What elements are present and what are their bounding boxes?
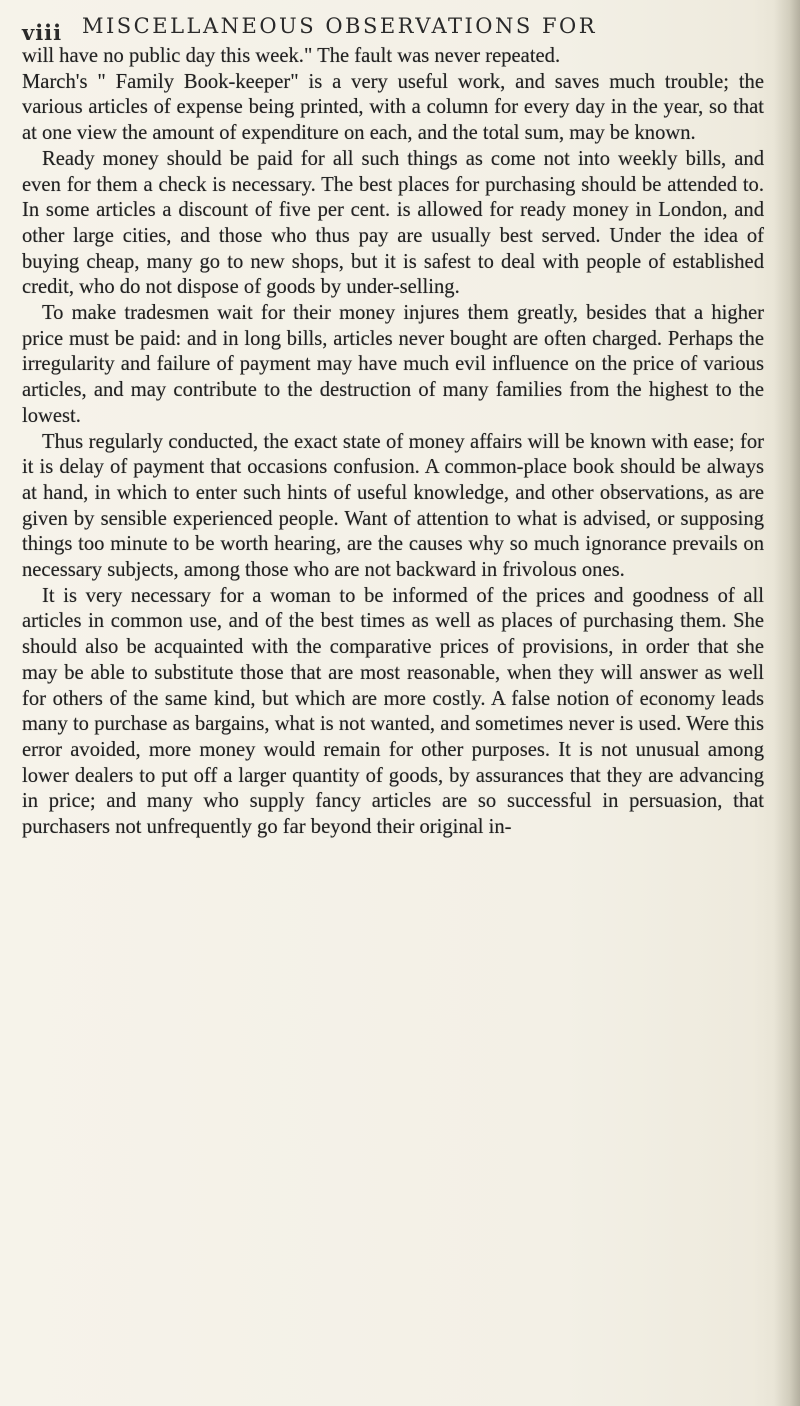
paragraph-prices: It is very necessary for a woman to be informed of the prices and goodness of all articles in common use, and of the best times as well as places of purchasing them. She should also be acquainted with the comparative prices of provisions, in order that she may be able to substitute those that are most reasonable, when they will answer as well for others of the same kind, but which are more costly. A false notion of economy leads many to purchase as bargains, what is not wanted, and sometimes never is used. Were this error avoided, more money would remain for other purposes. It is not unusual among lower dealers to put off a larger quantity of goods, by assurances that they are advancing in price; and many who supply fancy articles are so successful in persuasion, that purchasers not unfrequently go far beyond their original in- <box>22 584 764 839</box>
running-head: MISCELLANEOUS OBSERVATIONS FOR <box>82 14 598 38</box>
page-edge-shadow <box>774 0 800 1406</box>
paragraph-money-affairs: Thus regularly conducted, the exact state of money affairs will be known with ease; for it is delay of payment that occasions confusion. A common-place book should be always at hand, in which to enter such hints of useful knowledge, and other observations, as are given by sensible experienced people. Want of attention to what is advised, or supposing things too minute to be worth hearing, are the causes why so much ignorance prevails on necessary subjects, among those who are not backward in frivolous ones. <box>22 430 764 582</box>
body-text <box>22 44 764 841</box>
page-header <box>22 6 762 45</box>
page-number: viii <box>22 20 63 45</box>
paragraph-tradesmen: To make tradesmen wait for their money injures them greatly, besides that a higher price must be paid: and in long bills, articles never bought are often charged. Perhaps the irregularity and failure of payment may have much evil influence on the price of various articles, and may contribute to the destruction of many families from the highest to the lowest. <box>22 302 764 427</box>
paragraph-family-book-keeper: March's " Family Book-keeper" is a very useful work, and saves much trouble; the various articles of expense being printed, with a column for every day in the year, so that at one view the amount of expenditure on each, and the total sum, may be known. <box>22 70 764 145</box>
paragraph-ready-money: Ready money should be paid for all such things as come not into weekly bills, and even for them a check is necessary. The best places for purchasing should be attended to. In some articles a discount of five per cent. is allowed for ready money in London, and other large cities, and those who thus pay are usually best served. Under the idea of buying cheap, many go to new shops, but it is safest to deal with people of established credit, who do not dispose of goods by under-selling. <box>22 147 764 299</box>
paragraph-continuation: will have no public day this week." The fault was never repeated. <box>22 45 561 67</box>
